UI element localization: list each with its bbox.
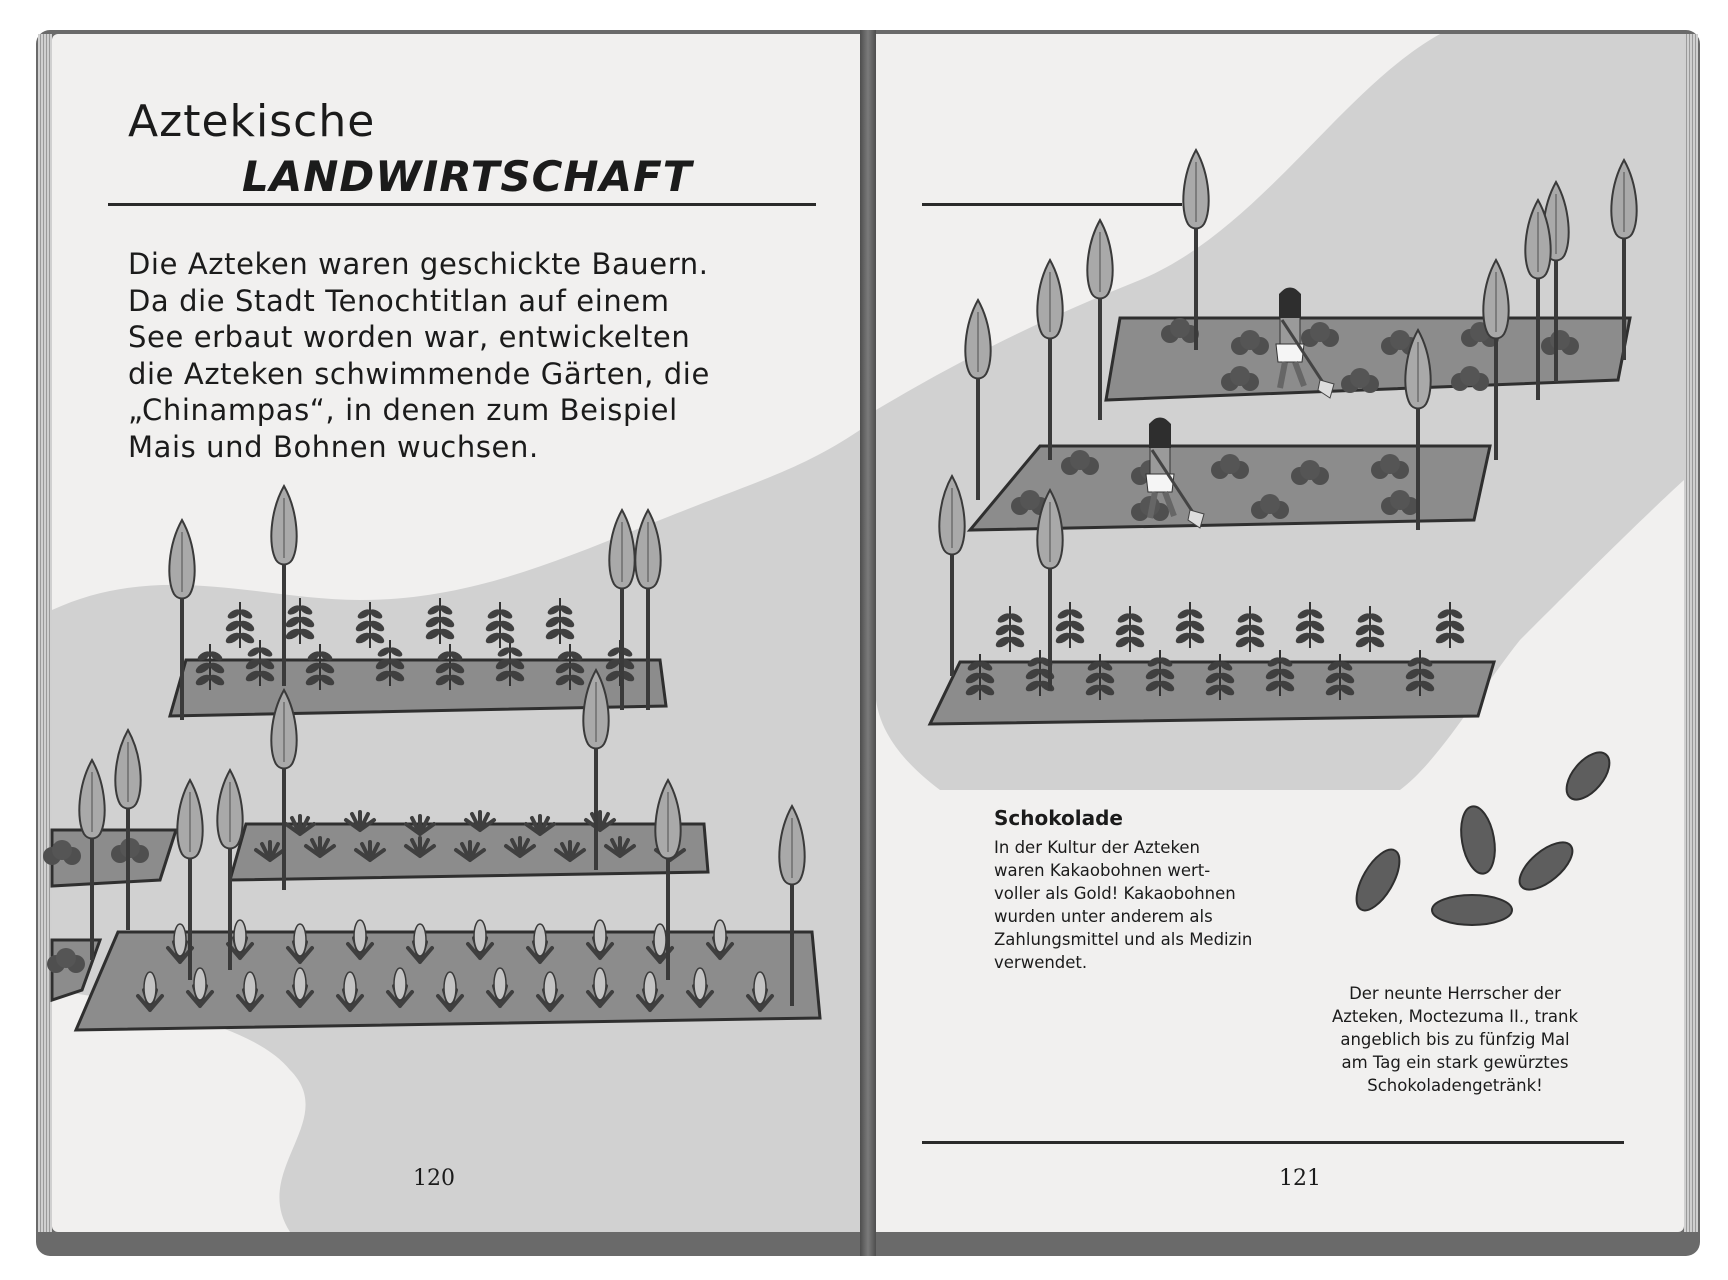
fact-line: am Tag ein stark gewürztes	[1341, 1053, 1569, 1072]
chocolate-line: Zahlungsmittel und als Medizin	[994, 930, 1253, 949]
intro-line: die Azteken schwimmende Gärten, die	[128, 356, 710, 391]
page-number-left: 120	[413, 1166, 455, 1191]
intro-line: „Chinampas“, in denen zum Beispiel	[128, 393, 678, 427]
fact-line: Schokoladengetränk!	[1367, 1076, 1543, 1095]
title-line-2: LANDWIRTSCHAFT	[242, 152, 693, 201]
chocolate-heading: Schokolade	[994, 806, 1123, 830]
page-number-right: 121	[1279, 1166, 1321, 1191]
fact-line: Der neunte Herrscher der	[1349, 984, 1561, 1003]
chocolate-line: waren Kakaobohnen wert-	[994, 861, 1211, 880]
intro-line: See erbaut worden war, entwickelten	[128, 320, 691, 354]
fact-line: angeblich bis zu fünfzig Mal	[1340, 1030, 1570, 1049]
chocolate-line: voller als Gold! Kakaobohnen	[994, 884, 1236, 903]
intro-line: Mais und Bohnen wuchsen.	[128, 429, 539, 464]
title-line-1: Aztekische	[128, 96, 376, 147]
intro-line: Da die Stadt Tenochtitlan auf einem	[128, 283, 670, 318]
chocolate-paragraph	[994, 836, 1354, 974]
moctezuma-fact	[1290, 982, 1620, 1097]
fact-line: Azteken, Moctezuma II., trank	[1331, 1007, 1579, 1026]
chocolate-line: verwendet.	[994, 953, 1088, 972]
intro-line: Die Azteken waren geschickte Bauern.	[128, 247, 709, 281]
chocolate-line: wurden unter anderem als	[994, 907, 1213, 926]
chocolate-line: In der Kultur der Azteken	[994, 838, 1201, 857]
intro-paragraph	[128, 246, 768, 465]
